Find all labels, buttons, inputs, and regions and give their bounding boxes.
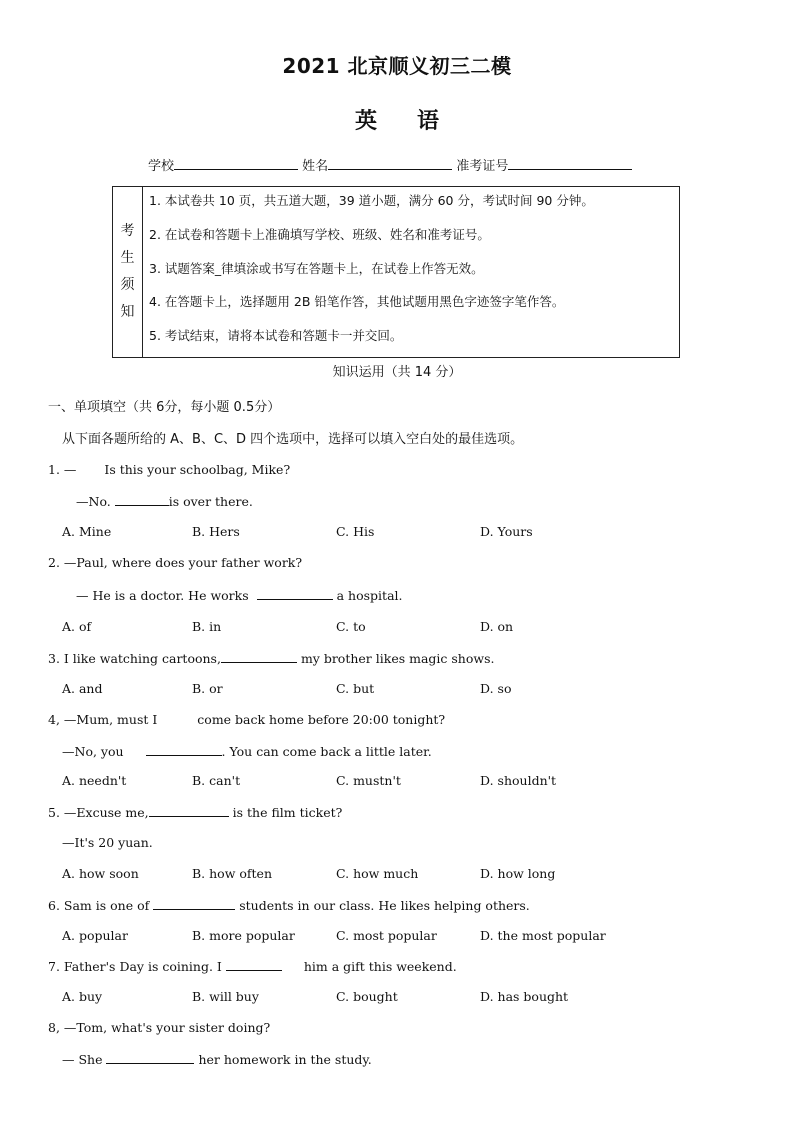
option-a[interactable]: A. popular	[62, 928, 128, 943]
exam-no-label: 准考证号	[456, 159, 509, 174]
school-field[interactable]	[174, 155, 298, 170]
question-text: 5. —Excuse me,	[48, 805, 149, 820]
question-1-stem	[48, 462, 290, 477]
question-2-reply	[76, 587, 403, 603]
notice-label-char: 须	[120, 277, 135, 293]
option-b[interactable]: B. how often	[192, 866, 273, 881]
reply-text: — He is a doctor. He works	[76, 588, 249, 603]
option-a[interactable]: A. and	[62, 681, 103, 696]
answer-blank[interactable]	[221, 650, 297, 663]
option-c[interactable]: C. bought	[336, 989, 398, 1004]
option-a[interactable]: A. of	[62, 619, 92, 634]
option-c[interactable]: C. mustn't	[336, 773, 401, 788]
option-b[interactable]: B. will buy	[192, 989, 259, 1004]
student-info-row	[148, 155, 632, 174]
option-c[interactable]: C. to	[336, 619, 366, 634]
part-title: 知识运用（共 14 分）	[332, 365, 462, 380]
option-b[interactable]: B. can't	[192, 773, 241, 788]
notice-item: 4. 在答题卡上，选择题用 2B 铅笔作答，其他试题用黑色字迹签字笔作答。	[149, 294, 565, 309]
option-a[interactable]: A. buy	[62, 989, 103, 1004]
option-a[interactable]: A. needn't	[62, 773, 127, 788]
question-text: 3. I like watching cartoons,	[48, 651, 221, 666]
answer-blank[interactable]	[149, 804, 229, 817]
reply-text: —No, you	[62, 744, 124, 759]
school-label: 学校	[148, 159, 175, 174]
notice-box	[112, 186, 680, 358]
option-c[interactable]: C. how much	[336, 866, 419, 881]
question-text: come back home before 20:00 tonight?	[197, 712, 446, 727]
answer-blank[interactable]	[146, 743, 222, 756]
notice-label-char: 知	[120, 304, 135, 320]
option-b[interactable]: B. in	[192, 619, 222, 634]
notice-label	[113, 187, 143, 357]
question-3-stem	[48, 650, 494, 666]
notice-item: 1. 本试卷共 10 页，共五道大题，39 道小题，满分 60 分，考试时间 90 分钟。	[149, 193, 594, 208]
notice-item: 5. 考试结束，请将本试卷和答题卡一并交回。	[149, 328, 403, 343]
question-5-reply: —It's 20 yuan.	[62, 835, 153, 850]
reply-text: . You can come back a little later.	[221, 744, 432, 759]
reply-text: — She	[62, 1052, 103, 1067]
option-b[interactable]: B. or	[192, 681, 223, 696]
option-d[interactable]: D. how long	[480, 866, 556, 881]
question-4-reply	[62, 743, 432, 759]
exam-no-field[interactable]	[508, 155, 632, 170]
question-8-stem: 8, —Tom, what's your sister doing?	[48, 1020, 271, 1035]
option-d[interactable]: D. has bought	[480, 989, 569, 1004]
option-c[interactable]: C. most popular	[336, 928, 437, 943]
exam-title: 2021 北京顺义初三二模	[282, 54, 512, 78]
option-d[interactable]: D. Yours	[480, 524, 533, 539]
answer-blank[interactable]	[115, 493, 169, 506]
question-1-reply	[76, 493, 253, 509]
reply-text: a hospital.	[336, 588, 403, 603]
question-text: my brother likes magic shows.	[300, 651, 495, 666]
question-text: students in our class. He likes helping others.	[239, 898, 530, 913]
question-number: 1. —	[48, 462, 77, 477]
option-d[interactable]: D. the most popular	[480, 928, 606, 943]
name-field[interactable]	[328, 155, 452, 170]
question-text: 4, —Mum, must I	[48, 712, 158, 727]
question-text: 7. Father's Day is coining. I	[48, 959, 222, 974]
answer-blank[interactable]	[257, 587, 333, 600]
question-text: 6. Sam is one of	[48, 898, 150, 913]
reply-text: is over there.	[168, 494, 253, 509]
notice-item: 3. 试题答案_律填涂或书写在答题卡上，在试卷上作答无效。	[149, 261, 484, 276]
notice-label-char: 考	[120, 223, 135, 239]
question-text: him a gift this weekend.	[303, 959, 457, 974]
option-d[interactable]: D. so	[480, 681, 512, 696]
question-2-stem: 2. —Paul, where does your father work?	[48, 555, 303, 570]
option-a[interactable]: A. how soon	[62, 866, 139, 881]
subject-title: 英语	[354, 109, 479, 134]
answer-blank[interactable]	[226, 958, 282, 971]
option-d[interactable]: D. on	[480, 619, 514, 634]
question-6-stem	[48, 897, 530, 913]
notice-item: 2. 在试卷和答题卡上准确填写学校、班级、姓名和准考证号。	[149, 227, 490, 242]
option-b[interactable]: B. more popular	[192, 928, 295, 943]
reply-text: her homework in the study.	[198, 1052, 372, 1067]
question-8-reply	[62, 1051, 372, 1067]
section-instruction: 从下面各题所给的 A、B、C、D 四个选项中，选择可以填入空白处的最佳选项。	[62, 432, 524, 447]
question-text: Is this your schoolbag, Mike?	[104, 462, 291, 477]
name-label: 姓名	[302, 159, 329, 174]
question-4-stem	[48, 712, 445, 727]
question-7-stem	[48, 958, 457, 974]
option-a[interactable]: A. Mine	[62, 524, 112, 539]
option-b[interactable]: B. Hers	[192, 524, 240, 539]
question-5-stem	[48, 804, 342, 820]
option-c[interactable]: C. but	[336, 681, 375, 696]
notice-label-char: 生	[120, 250, 135, 266]
reply-text: —No.	[76, 494, 115, 509]
answer-blank[interactable]	[153, 897, 235, 910]
option-d[interactable]: D. shouldn't	[480, 773, 557, 788]
option-c[interactable]: C. His	[336, 524, 375, 539]
section-heading: 一、单项填空（共 6分，每小题 0.5分）	[48, 400, 281, 415]
question-text: is the film ticket?	[232, 805, 343, 820]
answer-blank[interactable]	[106, 1051, 194, 1064]
